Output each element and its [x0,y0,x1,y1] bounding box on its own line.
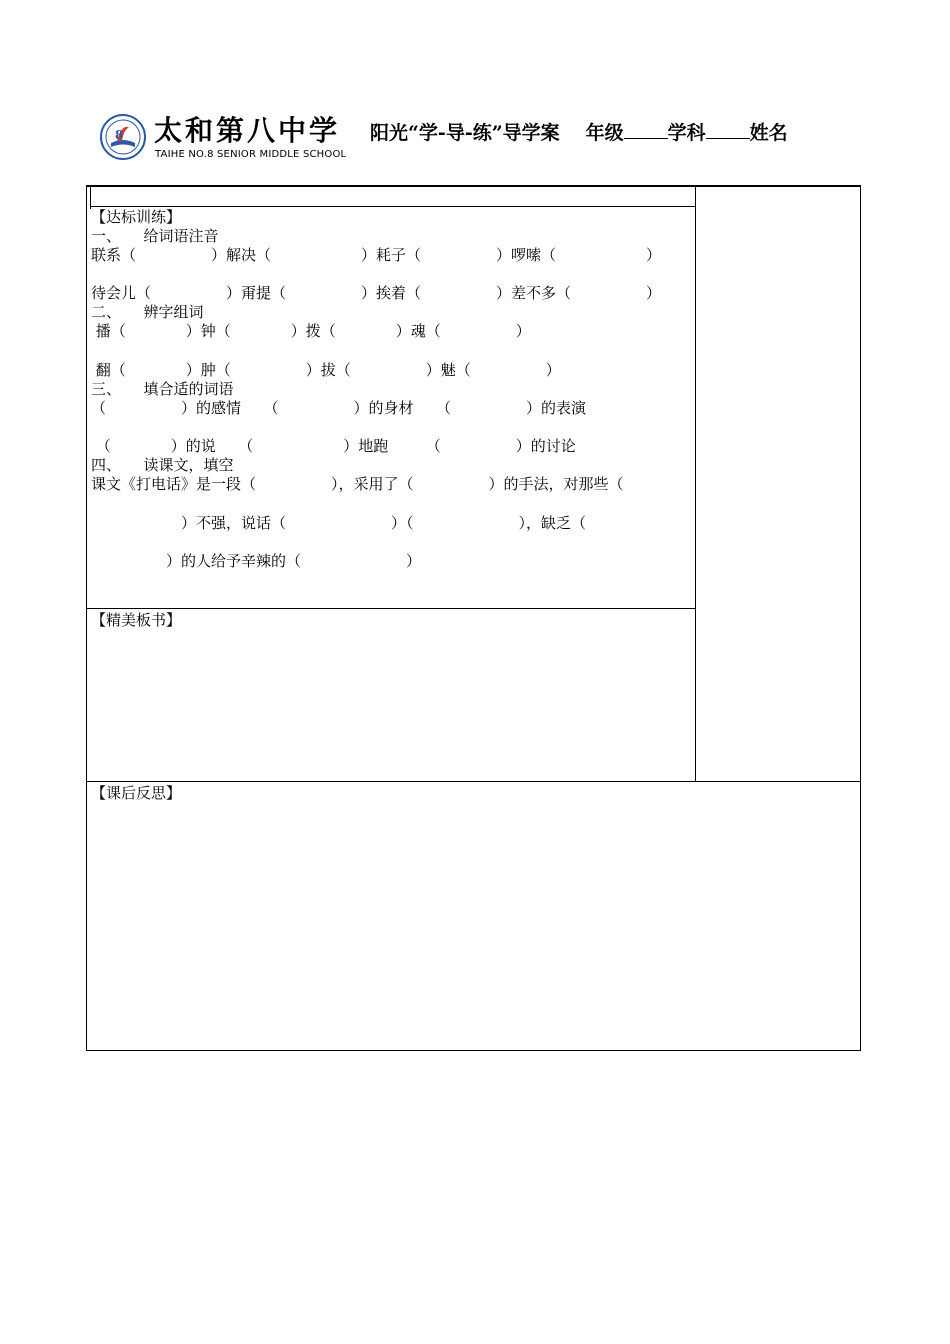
table-bottom-border [86,1050,861,1051]
inner-box-top-border [90,206,696,207]
school-emblem-icon [102,116,144,158]
school-name: 太和第八中学 [154,114,341,147]
school-logo [100,114,146,160]
board-area[interactable] [91,632,691,777]
notes-column[interactable] [698,190,858,778]
table-left-border [86,185,87,1051]
inner-box-left-border [90,185,91,209]
practice-line: 三、 填合适的词语 [91,380,234,398]
school-name-en: TAIHE NO.8 SENIOR MIDDLE SCHOOL [155,149,347,160]
practice-heading: 【达标训练】 [91,208,182,226]
title-text: 阳光“学-导-练”导学案 [370,122,560,144]
practice-board-divider [86,608,696,609]
reflection-divider [86,781,861,782]
subject-blank[interactable] [706,138,750,139]
practice-line: 翻（ ）肿（ ）拔（ ）魅（ ） [91,361,561,379]
subject-label: 学科 [667,122,706,144]
board-heading: 【精美板书】 [91,611,182,629]
practice-line: 二、 辨字组词 [91,303,204,321]
practice-line: ）的人给予辛辣的（ ） [91,552,422,570]
practice-line: ）不强，说话（ ）（ ），缺乏（ [91,514,587,532]
svg-text:8: 8 [115,128,124,142]
practice-line: （ ）的感情 （ ）的身材 （ ）的表演 [91,399,587,417]
table-top-border [86,185,861,187]
practice-line: 课文《打电话》是一段（ ），采用了（ ）的手法，对那些（ [91,475,624,493]
grade-label: 年级 [585,122,624,144]
practice-line: （ ）的说 （ ）地跑 （ ）的讨论 [91,437,576,455]
reflection-heading: 【课后反思】 [91,784,182,802]
table-right-border [860,185,861,1051]
name-label: 姓名 [749,122,788,144]
practice-line: 联系（ ）解决（ ）耗子（ ）啰嗦（ ） [91,246,662,264]
practice-line: 待会儿（ ）甭提（ ）挨着（ ）差不多（ ） [91,284,662,302]
page-title [370,121,788,145]
column-divider [695,185,696,782]
practice-line: 四、 读课文，填空 [91,456,234,474]
practice-line: 一、 给词语注音 [91,227,219,245]
practice-line: 播（ ）钟（ ）拨（ ）魂（ ） [91,322,531,340]
grade-blank[interactable] [624,138,668,139]
reflection-area[interactable] [91,805,856,1045]
